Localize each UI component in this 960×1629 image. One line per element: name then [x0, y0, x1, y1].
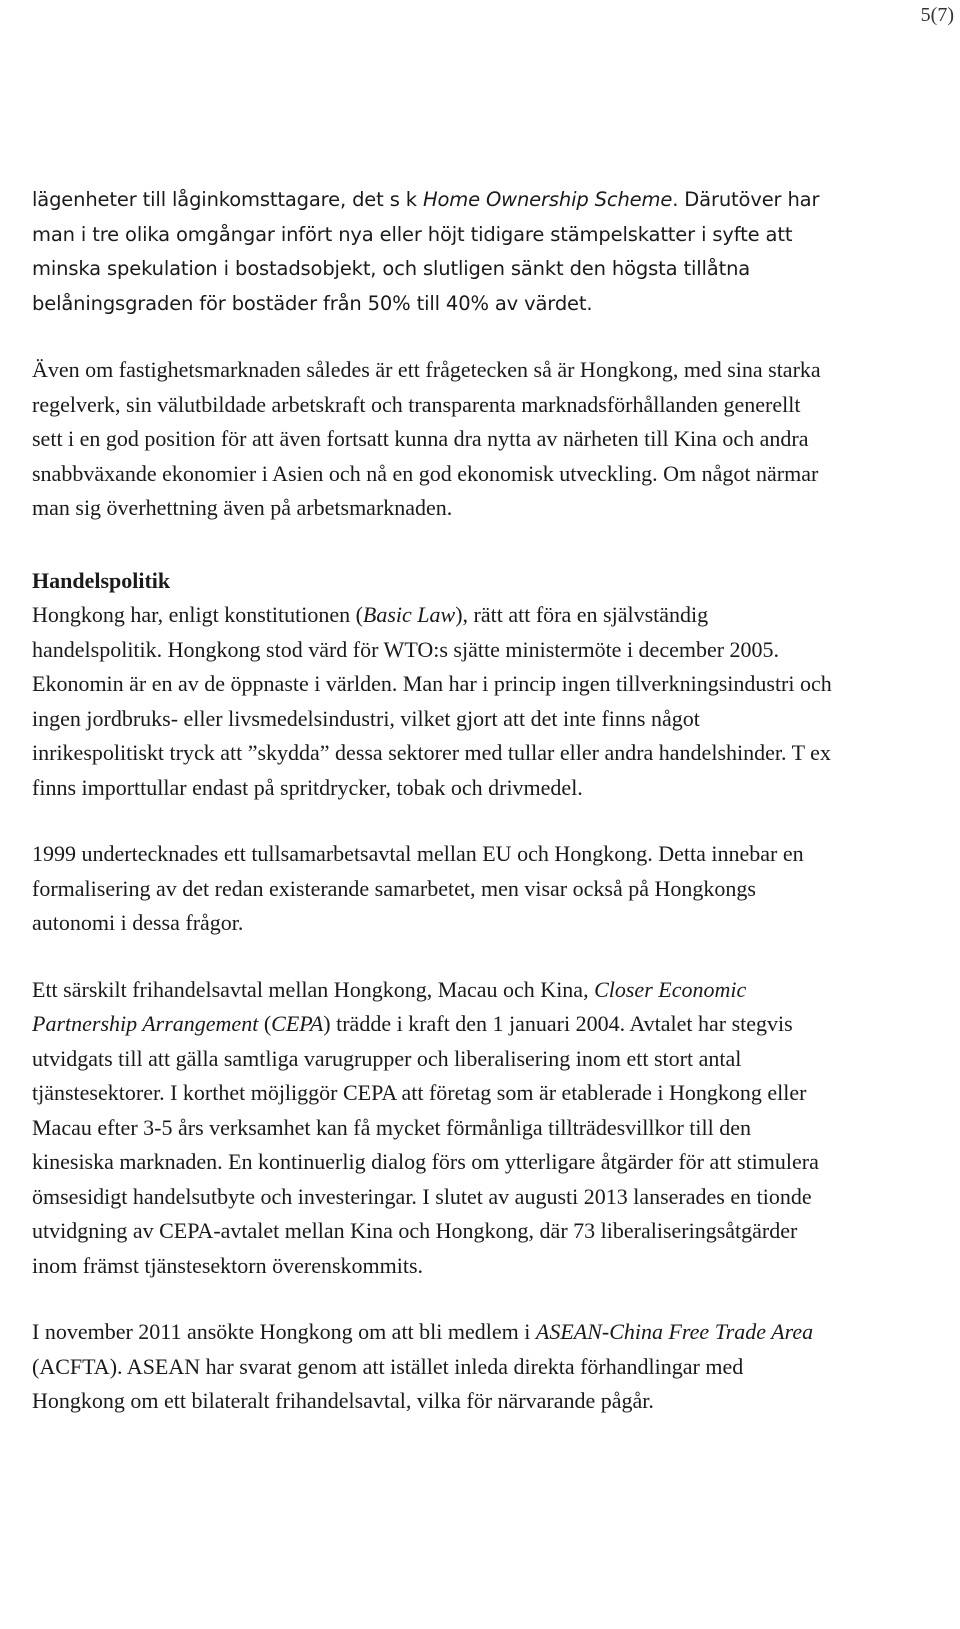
page-number: 5(7) [920, 4, 954, 26]
paragraph-cepa [32, 973, 832, 1284]
text-run: I november 2011 ansökte Hongkong om att bli medlem i [32, 1319, 536, 1344]
text-run: . Därutöver har man i tre olika omgångar infört nya eller höjt tidigare stämpelskatter i syfte att minska spekulation i bostadsobjekt, och slutligen sänkt den högsta tillåtna belåningsgraden för bostäder från 50% till 40% av värdet. [32, 188, 820, 315]
italic-term: Basic Law [362, 602, 456, 627]
paragraph-acfta [32, 1315, 832, 1419]
document-body [32, 183, 832, 1451]
text-run: ( [258, 1011, 272, 1036]
paragraph-customs-agreement: 1999 undertecknades ett tullsamarbetsavtal mellan EU och Hongkong. Detta innebar en formalisering av det redan existerande samarbetet, men visar också på Hongkongs autonomi i dessa frågor. [32, 841, 804, 935]
paragraph-market-outlook: Även om fastighetsmarknaden således är ett frågetecken så är Hongkong, med sina starka regelverk, sin välutbildade arbetskraft och transparenta marknadsförhållanden generellt sett i en god position för att även fortsatt kunna dra nytta av närheten till Kina och andra snabbväxande ekonomier i Asien och nå en god ekonomisk utveckling. Om något närmar man sig överhettning även på arbetsmarknaden. [32, 357, 821, 520]
text-run: Hongkong har, enligt konstitutionen ( [32, 602, 363, 627]
text-run: lägenheter till låginkomsttagare, det s k [32, 188, 423, 211]
paragraph-housing-measures [32, 183, 832, 321]
italic-term: CEPA [271, 1011, 324, 1036]
text-run: (ACFTA). ASEAN har svarat genom att istället inleda direkta förhandlingar med Hongkong om ett bilateralt frihandelsavtal, vilka för närvarande pågår. [32, 1353, 744, 1413]
italic-term: ASEAN-China Free Trade Area [535, 1319, 814, 1344]
section-heading: Handelspolitik [32, 567, 171, 593]
italic-term: Closer Economic Partnership Arrangement [32, 976, 747, 1036]
text-run: ) trädde i kraft den 1 januari 2004. Avtalet har stegvis utvidgats till att gälla samtliga varugrupper och liberalisering inom ett stort antal tjänstesektorer. I korthet möjliggör CEPA att företag som är etablerade i Hongkong eller Macau efter 3-5 års verksamhet kan få mycket förmånliga tillträdesvillkor till den kinesiska marknaden. En kontinuerlig dialog förs om ytterligare åtgärder för att stimulera ömsesidigt handelsutbyte och investeringar. I slutet av augusti 2013 lanserades en tionde utvidgning av CEPA-avtalet mellan Kina och Hongkong, där 73 liberaliseringsåtgärder inom främst tjänstesektorn överenskommits. [32, 1011, 819, 1278]
text-run: Ett särskilt frihandelsavtal mellan Hongkong, Macau och Kina, [32, 976, 595, 1002]
text-run: ), rätt att föra en självständig handelspolitik. Hongkong stod värd för WTO:s sjätte ministermöte i december 2005. Ekonomin är en av de öppnaste i världen. Man har i princip ingen tillverkningsindustri och ingen jordbruks- eller livsmedelsindustri, vilket gjort att det inte finns något inrikespolitiskt tryck att ”skydda” dessa sektorer med tullar eller andra handelshinder. T ex finns importtullar endast på spritdrycker, tobak och drivmedel. [32, 602, 832, 800]
italic-term: Home Ownership Scheme [422, 188, 673, 211]
paragraph-trade-policy [32, 598, 832, 805]
